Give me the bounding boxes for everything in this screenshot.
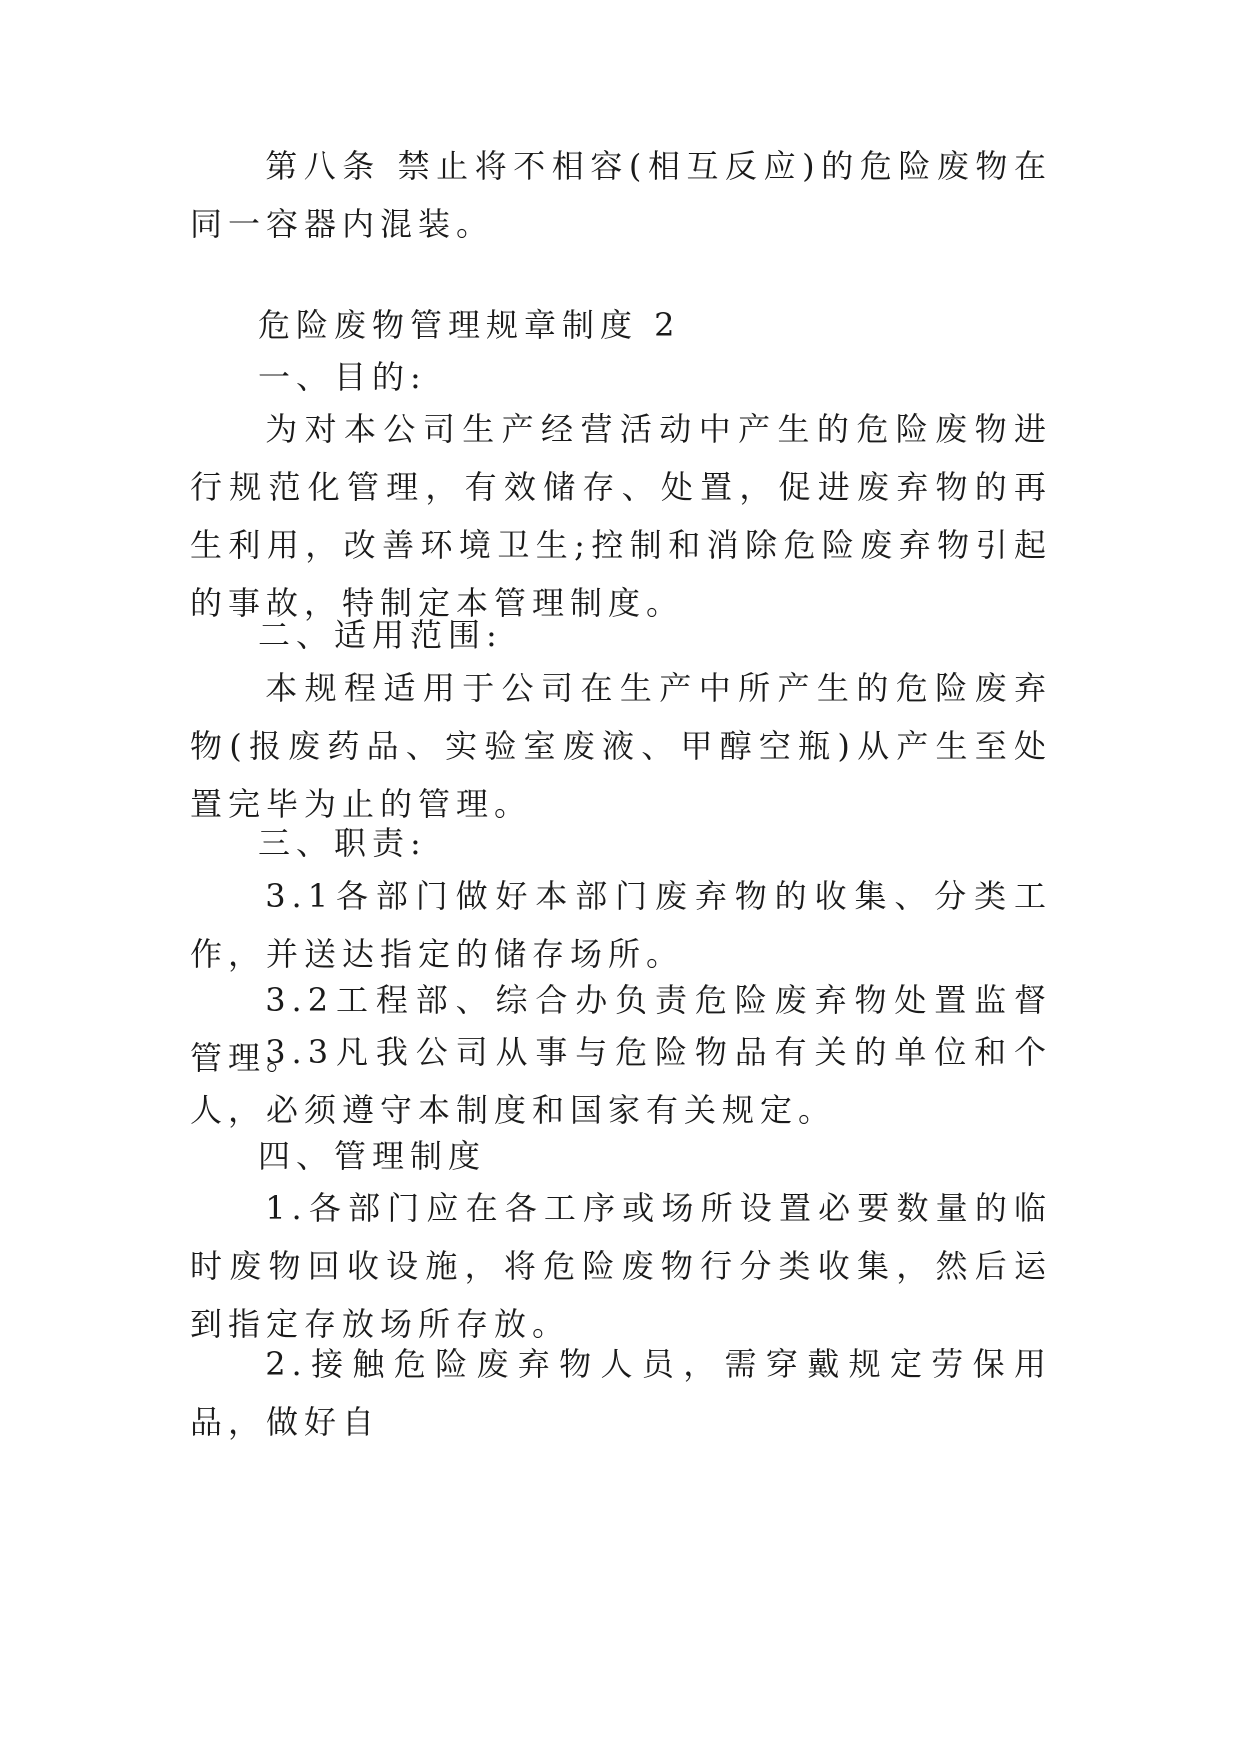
section-4-heading: 四、管理制度	[258, 1137, 487, 1175]
section-2-body: 本规程适用于公司在生产中所产生的危险废弃物(报废药品、实验室废液、甲醇空瓶)从产生至处置完毕为止的管理。	[190, 669, 1052, 823]
section-3-item-3: 3.3凡我公司从事与危险物品有关的单位和个人，必须遵守本制度和国家有关规定。	[190, 1033, 1052, 1129]
section-4-item-2: 2.接触危险废弃物人员，需穿戴规定劳保用品，做好自	[190, 1345, 1052, 1441]
section-2-heading: 二、适用范围:	[258, 616, 503, 654]
section-3-item-1: 3.1各部门做好本部门废弃物的收集、分类工作，并送达指定的储存场所。	[190, 877, 1052, 973]
section-3-item-2: 3.2工程部、综合办负责危险废弃物处置监督管理。	[190, 981, 1052, 1077]
article-8-paragraph: 第八条 禁止将不相容(相互反应)的危险废物在同一容器内混装。	[190, 147, 1052, 243]
section-4-item-1: 1.各部门应在各工序或场所设置必要数量的临时废物回收设施，将危险废物行分类收集，然后运到指定存放场所存放。	[190, 1189, 1052, 1343]
document-title: 危险废物管理规章制度 2	[258, 306, 681, 344]
section-1-heading: 一、目的:	[258, 358, 427, 396]
section-3-heading: 三、职责:	[258, 824, 427, 862]
section-1-body: 为对本公司生产经营活动中产生的危险废物进行规范化管理，有效储存、处置，促进废弃物的再生利用，改善环境卫生;控制和消除危险废弃物引起的事故，特制定本管理制度。	[190, 410, 1052, 622]
